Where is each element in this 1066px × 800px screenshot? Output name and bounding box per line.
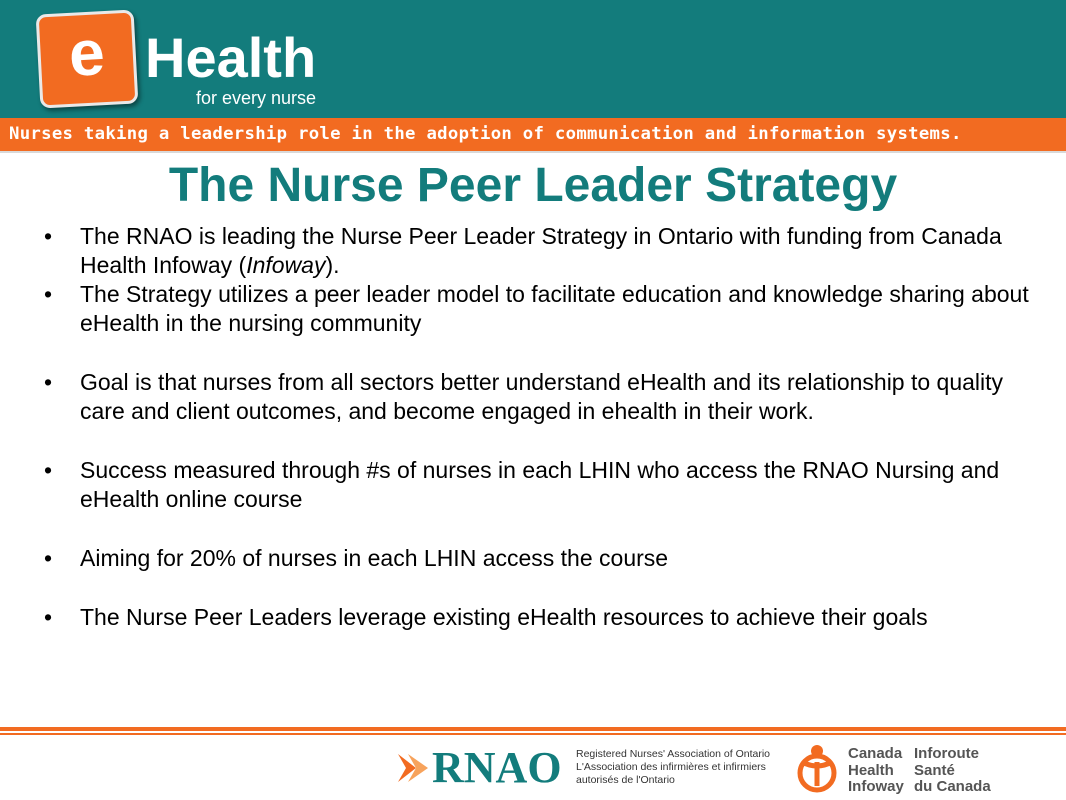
infoway-name-fr: Inforoute Santé du Canada — [914, 745, 991, 795]
bullet-item: • The Nurse Peer Leaders leverage existing eHealth resources to achieve their goals — [40, 603, 1040, 632]
bullet-item: • Success measured through #s of nurses in each LHIN who access the RNAO Nursing and eHealth online course — [40, 456, 1040, 514]
rnao-wordmark: RNAO — [432, 743, 562, 792]
bullet-list — [40, 222, 1040, 632]
footer-divider — [0, 727, 1066, 731]
bullet-item: • The RNAO is leading the Nurse Peer Leader Strategy in Ontario with funding from Canada Health Infoway (Infoway). — [40, 222, 1040, 280]
bullet-item: • The Strategy utilizes a peer leader model to facilitate education and knowledge sharing about eHealth in the nursing community — [40, 280, 1040, 338]
ehealth-logo-badge — [36, 9, 139, 108]
slide-title: The Nurse Peer Leader Strategy — [168, 159, 898, 212]
footer-divider-thin — [0, 733, 1066, 735]
logo-tagline: for every nurse — [196, 88, 317, 108]
rnao-logo — [396, 743, 571, 792]
logo-word: Health — [145, 26, 317, 89]
banner-text: Nurses taking a leadership role in the adoption of communication and information systems. — [9, 124, 962, 144]
infoway-abbrev: Infoway — [246, 252, 326, 278]
logo-letter: e — [67, 16, 107, 90]
infoway-name-en: Canada Health Infoway — [848, 745, 904, 795]
slogan-banner — [0, 118, 1066, 153]
bullet-item: • Goal is that nurses from all sectors better understand eHealth and its relationship to quality care and client outcomes, and become engaged in ehealth in their work. — [40, 368, 1040, 426]
infoway-logo-icon — [794, 742, 842, 794]
rnao-arrow-icon — [396, 750, 432, 786]
header-bar — [0, 0, 1066, 118]
rnao-description: Registered Nurses' Association of Ontario L'Association des infirmières et infirmiers autorisés de l'Ontario — [576, 748, 771, 786]
bullet-item: • Aiming for 20% of nurses in each LHIN access the course — [40, 544, 1040, 573]
